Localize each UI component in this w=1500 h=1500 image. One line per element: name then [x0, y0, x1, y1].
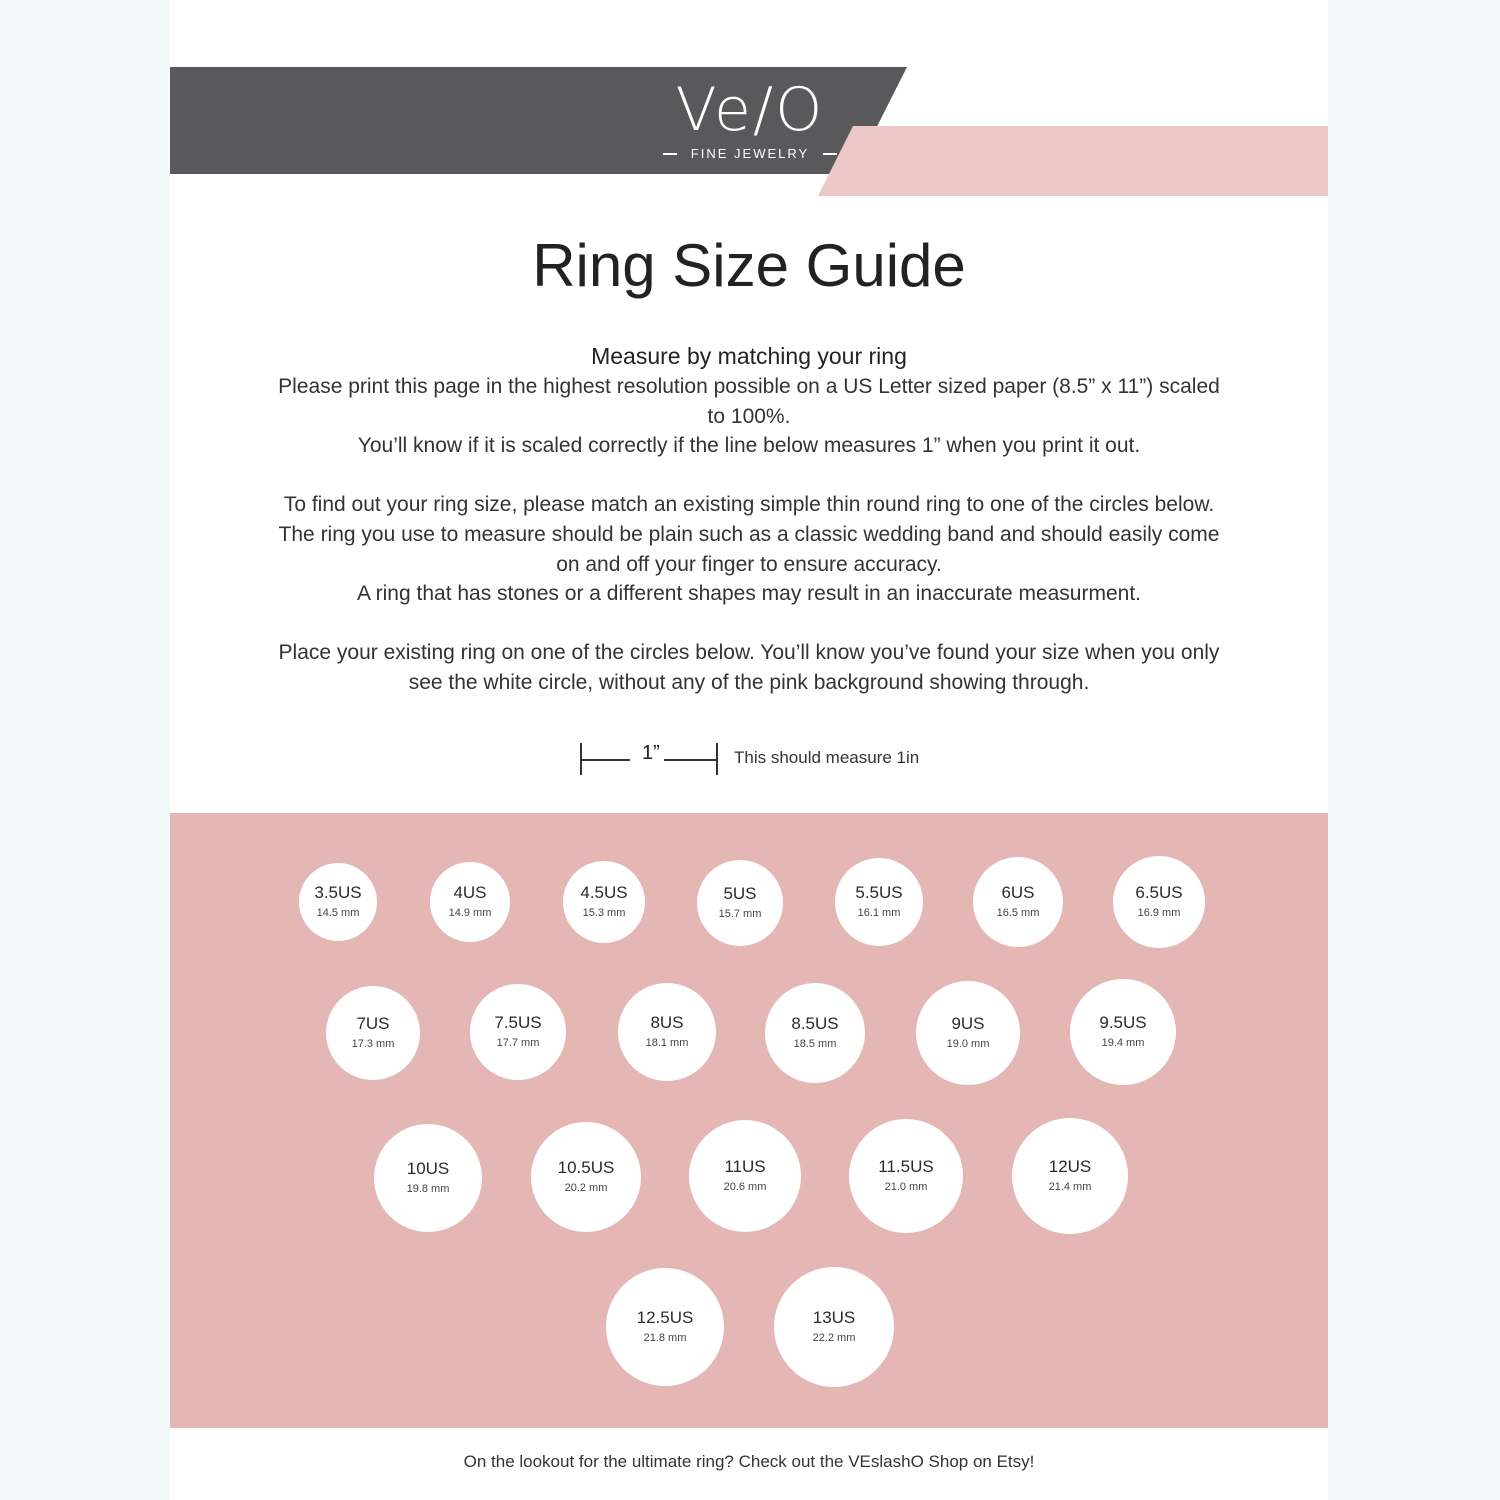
ring-diameter-label: 21.0 mm [884, 1181, 928, 1193]
ring-circle [689, 1120, 801, 1232]
ring-circle [835, 858, 923, 946]
ring-size-label: 7US [356, 1014, 390, 1033]
ring-size-label: 6.5US [1135, 883, 1183, 902]
intro-subhead: Measure by matching your ring [591, 343, 907, 369]
ring-circle [765, 983, 865, 1083]
ring-circle [326, 986, 420, 1080]
ring-circle [430, 862, 510, 942]
ring-circle [531, 1122, 641, 1232]
ruler-tick-right [716, 743, 718, 775]
ring-size-label: 9.5US [1099, 1013, 1147, 1032]
brand-tagline-row [650, 146, 850, 161]
ring-size-label: 4US [453, 883, 487, 902]
one-inch-ruler [580, 740, 940, 780]
page-title: Ring Size Guide [532, 232, 966, 299]
ring-diameter-label: 22.2 mm [812, 1332, 856, 1344]
ring-size-label: 11US [724, 1157, 766, 1176]
ring-diameter-label: 16.5 mm [996, 907, 1040, 919]
ring-circle [1070, 979, 1176, 1085]
ring-circle [374, 1124, 482, 1232]
ring-size-label: 9US [951, 1014, 985, 1033]
ring-circle [849, 1119, 963, 1233]
ring-size-guide-page [170, 0, 1328, 1500]
ring-size-label: 8.5US [791, 1014, 839, 1033]
ring-size-label: 8US [650, 1013, 684, 1032]
ring-diameter-label: 14.9 mm [448, 907, 492, 919]
ring-size-label: 13US [812, 1308, 856, 1327]
ring-diameter-label: 18.5 mm [793, 1038, 837, 1050]
ring-circle [697, 860, 783, 946]
ring-size-label: 7.5US [494, 1013, 542, 1032]
brand-logo: Ve/O [675, 75, 825, 145]
ring-diameter-label: 15.7 mm [718, 908, 762, 920]
ring-circle [973, 857, 1063, 947]
ruler-note: This should measure 1in [734, 748, 920, 767]
paragraph-gap [270, 461, 1228, 491]
ring-size-label: 6US [1001, 883, 1035, 902]
ring-size-label: 12.5US [636, 1308, 694, 1327]
ring-size-label: 10US [406, 1159, 450, 1178]
ring-diameter-label: 20.6 mm [723, 1181, 767, 1193]
ring-diameter-label: 19.4 mm [1101, 1037, 1145, 1049]
ring-diameter-label: 19.8 mm [406, 1183, 450, 1195]
ring-size-label: 5.5US [855, 883, 903, 902]
print-instructions: Please print this page in the highest resolution possible on a US Letter sized paper (8.5” x 11”) scaled to 100%. [278, 375, 1220, 428]
ring-circle [774, 1267, 894, 1387]
ring-size-label: 12US [1048, 1157, 1092, 1176]
ruler-label: 1” [642, 742, 660, 764]
ring-diameter-label: 17.7 mm [496, 1037, 540, 1049]
tagline-dash-left [663, 153, 677, 155]
footer-promo: On the lookout for the ultimate ring? Check out the VEslashO Shop on Etsy! [463, 1452, 1035, 1471]
tagline-dash-right [823, 153, 837, 155]
ring-diameter-label: 21.4 mm [1048, 1181, 1092, 1193]
ring-diameter-label: 14.5 mm [316, 907, 360, 919]
ring-circle [618, 983, 716, 1081]
ring-circle [606, 1268, 724, 1386]
ring-circle [299, 863, 377, 941]
ring-circle [470, 984, 566, 1080]
ring-diameter-label: 20.2 mm [564, 1182, 608, 1194]
match-instructions: To find out your ring size, please match an existing simple thin round ring to one of the circles below. The ring you use to measure should be plain such as a classic wedding band and should easily come on and off your finger to ensure accuracy. [278, 493, 1220, 576]
ruler-line-right [664, 759, 716, 761]
ring-circle [916, 981, 1020, 1085]
ring-diameter-label: 16.1 mm [857, 907, 901, 919]
paragraph-gap [270, 609, 1228, 639]
ring-size-label: 10.5US [557, 1158, 615, 1177]
brand-tagline: FINE JEWELRY [690, 146, 810, 161]
ring-circle [1113, 856, 1205, 948]
header-banner-pink [818, 126, 1328, 196]
ring-size-label: 11.5US [878, 1157, 934, 1176]
ring-size-label: 4.5US [580, 883, 628, 902]
ring-circle [1012, 1118, 1128, 1234]
ring-diameter-label: 18.1 mm [645, 1037, 689, 1049]
ring-circle [563, 861, 645, 943]
ring-circles-area [170, 813, 1328, 1428]
ring-size-label: 3.5US [314, 883, 362, 902]
ring-diameter-label: 21.8 mm [643, 1332, 687, 1344]
ring-diameter-label: 16.9 mm [1137, 907, 1181, 919]
ring-diameter-label: 17.3 mm [351, 1038, 395, 1050]
intro-text [270, 340, 1228, 698]
scale-check-text: You’ll know if it is scaled correctly if the line below measures 1” when you print it out. [357, 434, 1141, 458]
ring-size-label: 5US [723, 884, 757, 903]
ring-diameter-label: 19.0 mm [946, 1038, 990, 1050]
ruler-line-left [582, 759, 630, 761]
place-instructions: Place your existing ring on one of the circles below. You’ll know you’ve found your size when you only see the white circle, without any of the pink background showing through. [278, 641, 1220, 694]
ring-diameter-label: 15.3 mm [582, 907, 626, 919]
inaccuracy-warning: A ring that has stones or a different shapes may result in an inaccurate measurment. [356, 582, 1142, 606]
